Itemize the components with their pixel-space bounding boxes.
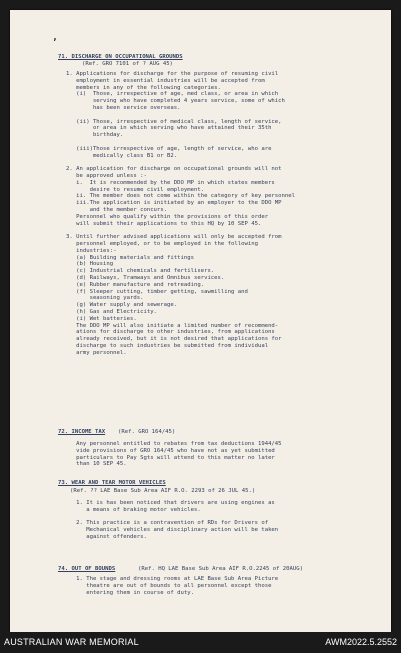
text-line: (e) Rubber manufacture and retreading.: [66, 281, 205, 288]
text-line: desire to resume civil employment.: [66, 186, 205, 193]
text-line: entering them in course of duty.: [66, 589, 194, 596]
text-line: (a) Building materials and fittings: [66, 254, 194, 261]
text-line: i. It is recommended by the DDO MP in which states members: [66, 179, 275, 186]
text-line: Mechanical vehicles and disciplinary action will be taken: [66, 527, 279, 534]
section-71-ref: (Ref. GRO 7101 of ? AUG 45): [82, 61, 173, 67]
text-line: or area in which serving who have attained their 35th: [66, 125, 272, 132]
text-line: ations for discharge to other industries, from applications: [66, 329, 275, 336]
text-line: The DDO MP will also initiate a limited number of recommend-: [66, 322, 279, 329]
section-72-heading: 72. INCOME TAX: [58, 429, 106, 435]
text-line: seasoning yards.: [66, 295, 144, 302]
section-74-heading: 74. OUT OF BOUNDS: [58, 566, 116, 572]
text-line: (i) Wet batteries.: [66, 315, 137, 322]
text-line: vide provisions of GRO 164/45 who have not as yet submitted: [66, 447, 275, 454]
text-line: 3. Until further advised applications will only be accepted from: [66, 234, 282, 241]
text-line: (b) Housing: [66, 261, 114, 268]
section-72-ref: (Ref. GRO 164/45): [118, 429, 176, 435]
text-line: birthday.: [66, 132, 124, 139]
document-page: [10, 10, 391, 632]
text-line: particulars to Pay Sgts will attend to this matter no later: [66, 454, 275, 461]
text-line: be approved unless :-: [66, 173, 147, 179]
footer-left-label: AUSTRALIAN WAR MEMORIAL: [4, 637, 139, 647]
text-line: serving who have completed 4 years service, some of which: [66, 98, 285, 105]
text-line: will submit their applications to this HQ by 10 SEP 45.: [66, 220, 262, 227]
text-line: against offenders.: [66, 534, 147, 540]
text-line: (c) Industrial chemicals and fertilisers.: [66, 268, 215, 275]
text-line: than 10 SEP 45.: [66, 461, 127, 468]
section-74-ref: (Ref. HQ LAE Base Sub Area AIF R.O.2245 of 20AUG): [138, 566, 304, 572]
text-line: (d) Railways, Tramways and Omnibus services.: [66, 275, 225, 281]
text-line: discharge to such industries be submitted from individual: [66, 343, 269, 349]
text-line: Any personnel entitled to rebates from tax deductions 1944/45: [66, 441, 282, 447]
text-line: (h) Gas and Electricity.: [66, 309, 157, 315]
text-line: ii. The member does not come within the category of key personnel: [66, 193, 296, 200]
text-line: already received, but it is not desired that applications for: [66, 336, 282, 343]
text-line: 1. Applications for discharge for the purpose of resuming civil: [66, 71, 279, 77]
text-line: theatre are out of bounds to all personnel except those: [66, 582, 272, 589]
footer-accession-number: AWM2022.5.2552: [325, 637, 397, 647]
text-line: employment in essential industries will be accepted from: [66, 77, 265, 84]
text-line: members in any of the following categories.: [66, 84, 221, 91]
text-line: Personnel who qualify within the provisions of this order: [66, 213, 269, 220]
text-line: iii.The application is initiated by an employer to the DDO MP: [66, 200, 282, 207]
section-73-ref: (Ref. ?? LAE Base Sub Area AIF R.O. 2293 of 26 JUL 45.): [70, 488, 256, 494]
text-line: medically class B1 or B2.: [66, 152, 178, 159]
text-line: 1. It is has been noticed that drivers are using engines as: [66, 500, 275, 506]
text-line: (f) Sleeper cutting, timber getting, sawmilling and: [66, 288, 248, 295]
text-line: has been service overseas.: [66, 105, 181, 111]
text-line: (g) Water supply and sewerage.: [66, 302, 178, 309]
text-line: industries:-: [66, 247, 117, 254]
text-line: a means of braking motor vehicles.: [66, 506, 201, 513]
text-line: army personnel.: [66, 349, 127, 356]
margin-mark: ʼ: [52, 38, 58, 48]
text-line: personnel employed, or to be employed in the following: [66, 241, 258, 247]
text-line: and the member concurs.: [66, 207, 168, 213]
section-73-heading: 73. WEAR AND TEAR MOTOR VEHICLES: [58, 480, 166, 486]
text-line: 1. The stage and dressing rooms at LAE Base Sub Area Picture: [66, 576, 279, 582]
text-line: (i) Those, irrespective of age, med class, or area in which: [66, 91, 279, 98]
text-line: 2. This practice is a contravention of RDs for Drivers of: [66, 520, 269, 527]
text-line: (ii) Those, irrespective of medical class, length of service,: [66, 118, 282, 125]
archive-footer: [0, 632, 401, 653]
text-line: 2. An application for discharge on occupational grounds will not: [66, 166, 282, 173]
section-71-heading: 71. DISCHARGE ON OCCUPATIONAL GROUNDS: [58, 54, 183, 60]
text-line: (iii)Those irrespective of age, length of service, who are: [66, 145, 272, 152]
